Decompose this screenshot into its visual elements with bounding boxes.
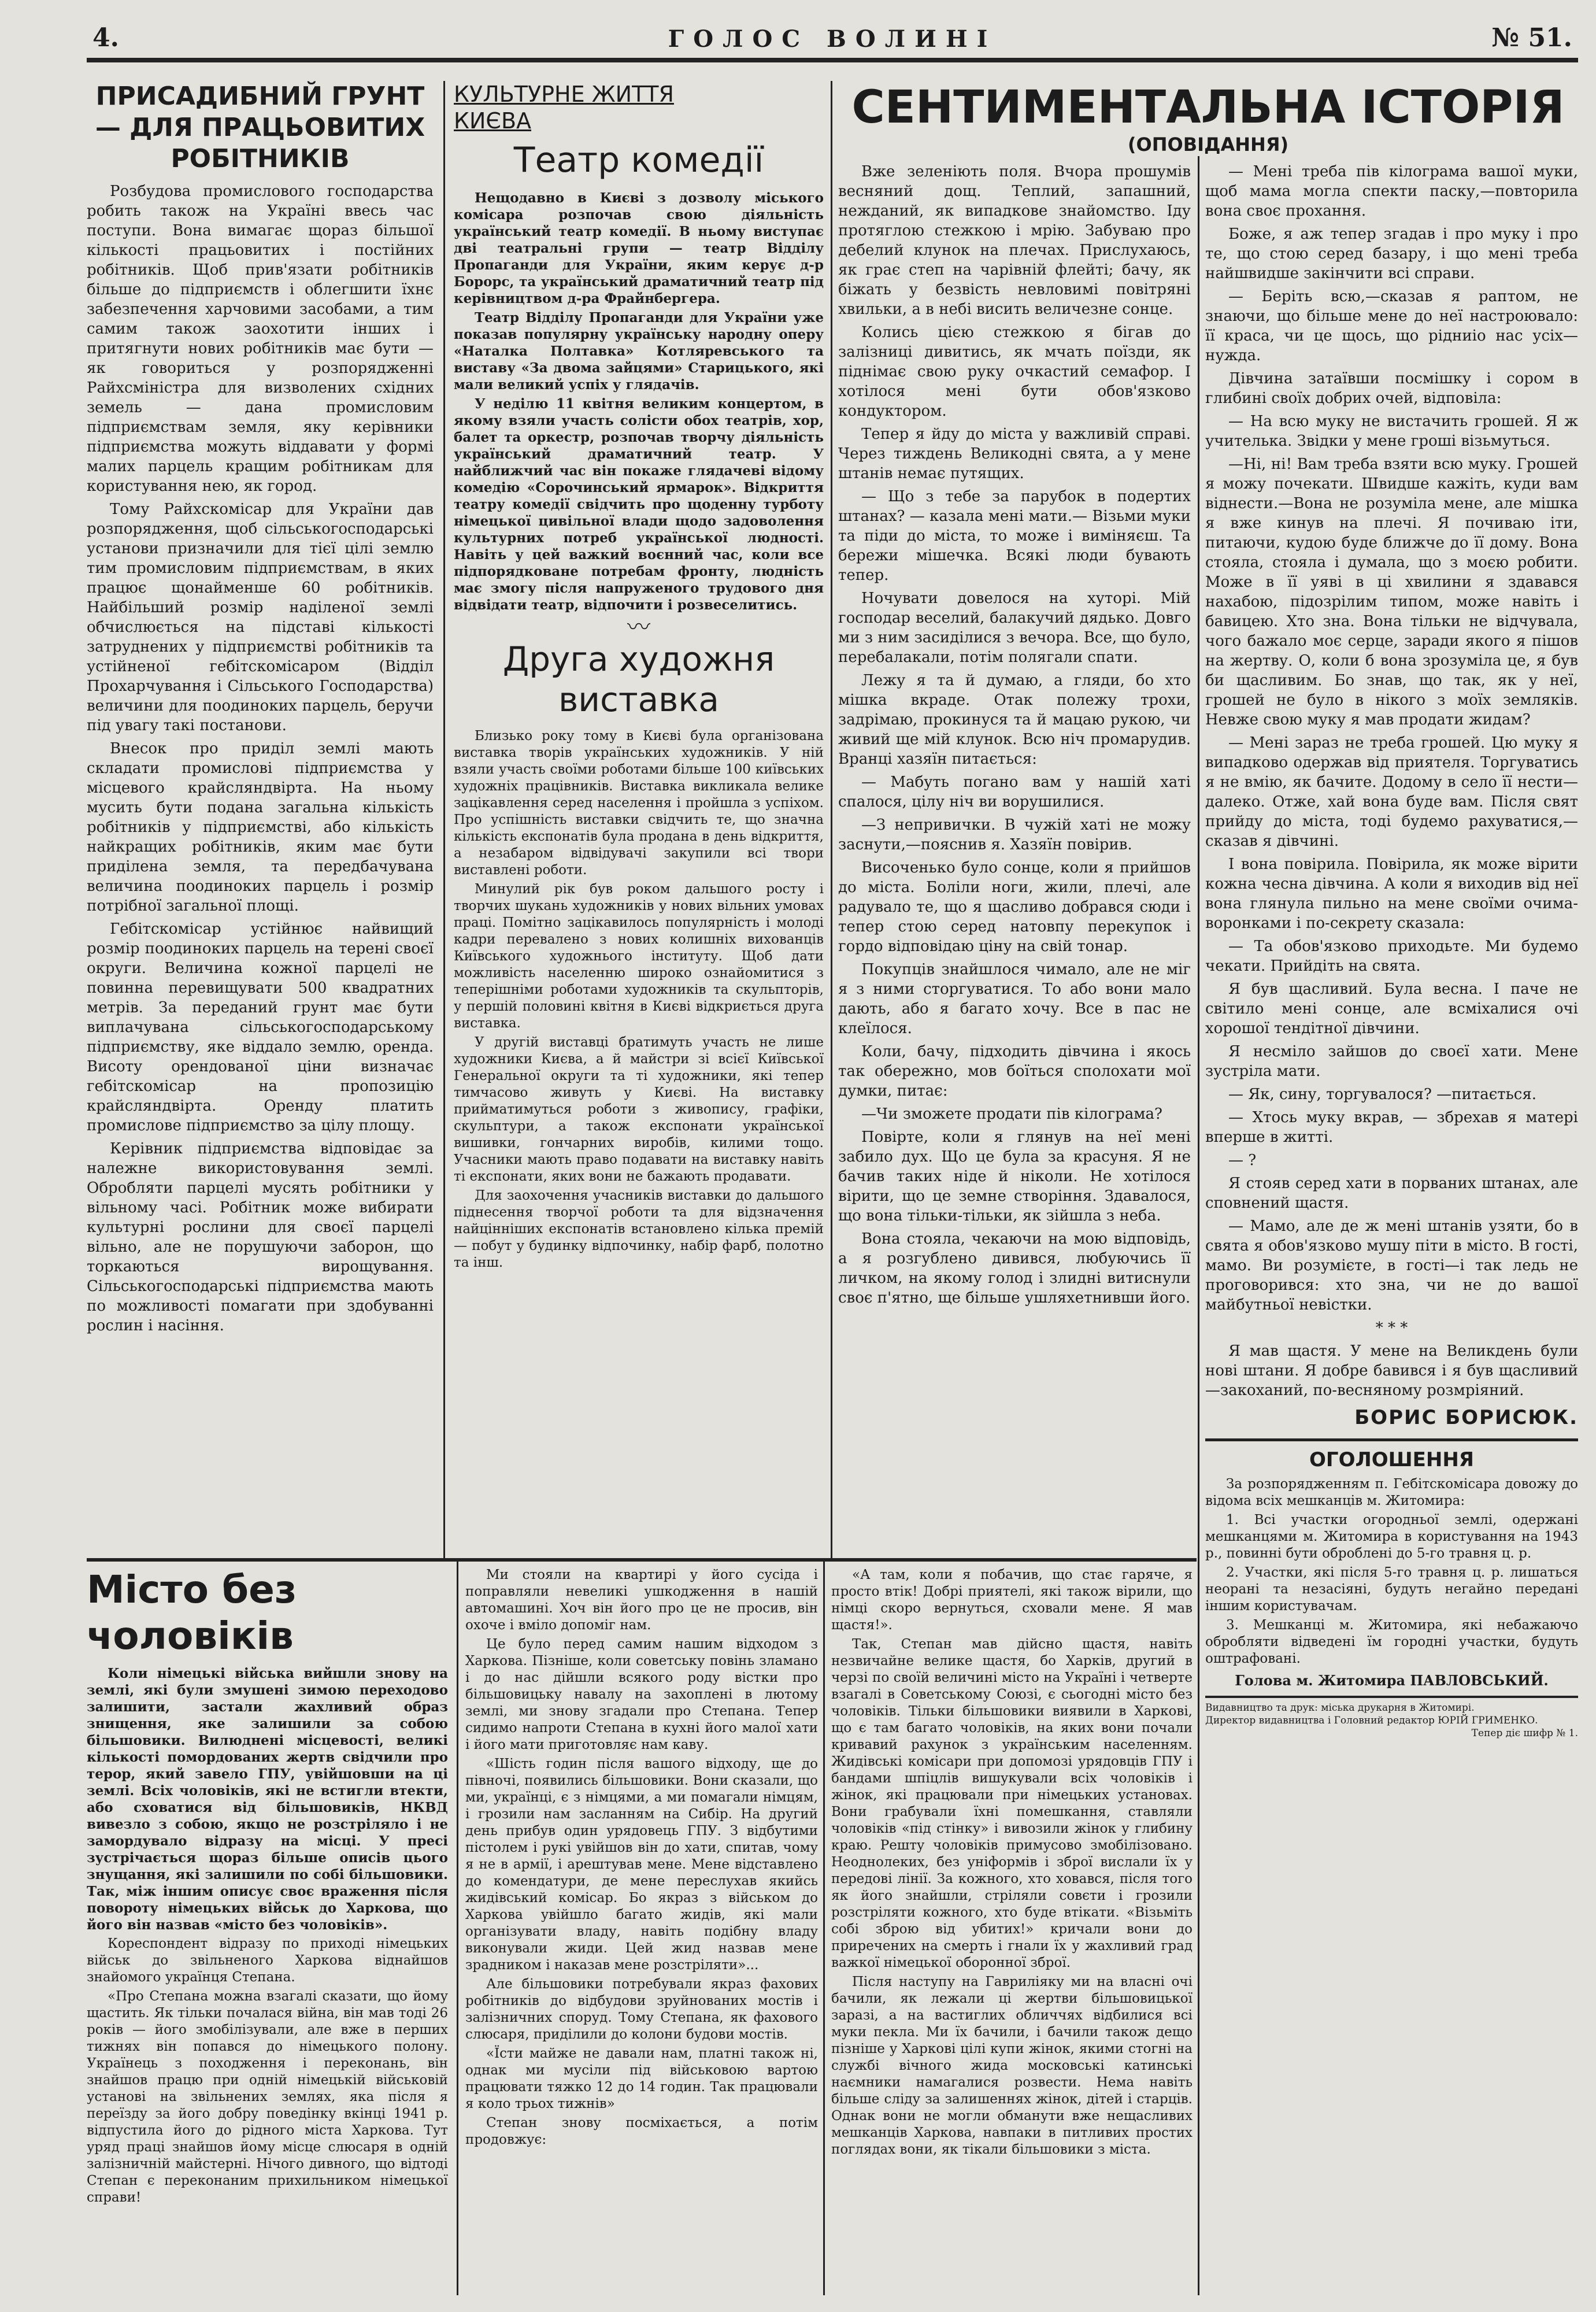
paragraph: «А там, коли я побачив, що стає гаряче, я просто втік! Добрі приятелі, які також вірили, що німці скоро вернуться, сховали мене. Я мав щастя!».	[831, 1567, 1193, 1633]
notice-title: ОГОЛОШЕННЯ	[1309, 1448, 1474, 1471]
paragraph: Вже зеленіють поля. Вчора прошумів весняний дощ. Теплий, запашний, нежданий, як випадкове знайомство. Іду протяглою стежкою і мрію. Забуваю про дебелий клунок на плечах. Прислухаюсь, як грає степ на чарівній флейті; бачу, як біжать у безвість невловимі повітряні хвильки, а в небі висить величезне сонце.	[838, 163, 1191, 318]
paragraph: Покупців знайшлося чимало, але не міг я з ними сторгуватися. То або вони мало дають, або я багато хочу. Все в пас не клеїлося.	[838, 961, 1191, 1037]
masthead-rule	[87, 58, 1578, 62]
paragraph: Близько року тому в Києві була організована виставка творів українських художників. У ній взяли участь своїми роботами більше 100 київських художніх працівників. Виставка викликала велике зацікавлення серед населення і пройшла з успіхом. Про успішність виставки свідчить те, що значна кількість експонатів була продана в день відкриття, а незабаром відвідувачі закупили всі твори виставлені роботи.	[454, 728, 824, 878]
column-rule-4	[457, 1561, 458, 2295]
paragraph: «Про Степана можна взагалі сказати, що йому щастить. Як тільки почалася війна, він мав тоді 26 років — його змобілізували, але вже в перших тижнях він попався до німецького полону. Українець з походження і переконань, він знайшов працю при одній німецькій військовій установі на звільнених землях, яка після я переїзду за його добру поведінку вкінці 1941 р. відпустила його до рідного міста Харкова. Тут уряд праці знайшов йому місце слюсаря в одній залізничній майстерні. Нічого дивного, що відтоді Степан є переконаним прихильником німецької справи!	[87, 1989, 448, 2205]
notice-intro: За розпорядженням п. Гебітскомісара довожу до відома всіх мешканців м. Житомира:	[1205, 1477, 1578, 1508]
paragraph: — Мені зараз не треба грошей. Цю муку я випадково одержав від приятеля. Торгуватись я не вмію, як бачите. Додому в село її нести—далеко. Отже, хай вона буде вам. Після свят прийду до міста, тоді будемо рахуватися,—сказав я дівчині.	[1205, 734, 1578, 850]
exhibit-title-line1: Друга художня	[502, 639, 775, 679]
paragraph: Після наступу на Гавриліяку ми на власні очі бачили, як лежали ці жертви більшовицької заразі, а на вастиглих обличчях відбилися всі муки пекла. Ми їх бачили, і бачили також дещо пізніше у Харкові цілі купи жінок, якими стогні на службі вічного жида московські катинські наємники намагалися розвести. Нема навіть більше сліду за залишеннях жінок, дітей і старців. Однак вони не могли обманути вже нещасливих мешканців Харкова, навпаки в питливих простих поглядах вони, як тікали більшовики з міста.	[831, 1974, 1193, 2157]
paragraph: І вона повірила. Повірила, як може вірити кожна чесна дівчина. А коли я виходив від неї вона глянула пильно на мене своїми очима-воронками і по-секрету сказала:	[1205, 856, 1578, 932]
paragraph: Коли німецькі війська вийшли знову на землі, які були змушені зимою переходово залишити, застали жахливий образ знищення, яке залишили за собою більшовики. Вилюднені місцевості, великі кількості помордованих жертв свідчили про терор, який завело ГПУ, увійшовши на ці землі. Всіх чоловіків, які не встигли втекти, або сховатися від більшовиків, НКВД вивезло з собою, якщо не розстріляло і не замордувало відразу на місці. У пресі зустрічається щораз більше описів цього знущання, які залишили по собі більшовики. Так, між іншим описує своє враження після повороту німецьких військ до Харкова, що його він назвав «місто без чоловіків».	[87, 1666, 448, 1933]
paragraph: Я стояв серед хати в порваних штанах, але сповнений щастя.	[1205, 1175, 1578, 1212]
story-title: СЕНТИМЕНТАЛЬНА ІСТОРІЯ	[851, 82, 1565, 134]
paragraph: «Шість годин після вашого відходу, ще до півночі, появились більшовики. Вони сказали, що ми, українці, є з німцями, а ми помагали німцям, і грозили нам засланням на Сибір. На другий день прибув один урядовець ГПУ. З відбутими пістолем і рукі увійшов він до хати, спитав, чому я не в армії, і арештував мене. Мене відставлено до комендатури, де мене переслухав якийсь жидівський комісар. Бо якраз з військом до Харкова увійшло багато жидів, які мали організувати владу, навіть подібну владу виконували жиди. Цей жид назвав мене зрадником і наказав мене розстріляти»...	[465, 1756, 818, 1973]
paragraph: Ночувати довелося на хуторі. Мій господар веселий, балакучий дядько. Довго ми з ним засиділися з вечора. Все, що було, перебалакали, потім полягали спати.	[838, 590, 1191, 666]
imprint-rule	[1205, 1696, 1578, 1698]
notice-signature: Голова м. Житомира ПАВЛОВСЬКИЙ.	[1235, 1672, 1549, 1689]
imprint-line: Директор видавництва і Головний редактор ЮРІЙ ГРИМЕНКО.	[1205, 1715, 1538, 1726]
paragraph: «Їсти майже не давали нам, платні також ні, однак ми мусіли під військовою вартою працювати тяжко 12 до 14 годин. Так працювали я коло трьох тижнів»	[465, 2046, 818, 2111]
section-rule-upper	[87, 1558, 1197, 1562]
paragraph: — Що з тебе за парубок в подертих штанах? — казала мені мати.— Візьми муки та піди до міста, то може і виміняєш. Та бережи мішечка. Всякі люди бувають тепер.	[838, 488, 1191, 584]
column-rule-3	[1198, 156, 1199, 1561]
issue-number: № 51.	[1491, 23, 1572, 53]
article-city-without-men-b	[465, 1567, 818, 2295]
paragraph: Внесок про приділ землі мають складати промислові підприємства у місцевого крайсляндвірта. На ньому мусить бути подана загальна кількість робітників у підприємстві, або кількість найкращих робітників, яким має бути приділена земля, та передбачувана величина поодиноких парцель і розмір потрібної загальної площі.	[87, 740, 434, 915]
column-rule-1	[443, 81, 445, 1561]
paragraph: Театр Відділу Пропаганди для України уже показав популярну українську народну оперу «Наталка Полтавка» Котляревського та виставу «За двома зайцями» Старицького, які мали великий успіх у глядачів.	[454, 310, 824, 393]
paragraph: Дівчина затаївши посмішку і сором в глибині своїх добрих очей, відповіла:	[1205, 370, 1578, 407]
story-subtitle: (ОПОВІДАННЯ)	[1127, 134, 1289, 156]
column-rule-5	[823, 1561, 825, 2295]
theatre-title: Театр комедії	[513, 140, 764, 180]
paragraph: —Чи зможете продати пів кілограма?	[861, 1105, 1162, 1123]
paragraph: —З непривички. В чужій хаті не можу заснути,—пояснив я. Хазяїн повірив.	[838, 816, 1191, 853]
paragraph: —Ні, ні! Вам треба взяти всю муку. Грошей я можу почекати. Швидше кажіть, куди вам віднести.—Вона не розуміла мене, але мішка я вже кинув на плечі. Я почиваю іти, питаючи, кудою буде ближче до її дому. Вона стояла, стояла і думала, що з моєю робити. Може в її уяві в ці хвилини я здавався нахабою, підозрілим типом, може навіть і бавицею. Хто зна. Вона тільки не відчувала, чого бажало моє серце, заради якого я пішов на жертву. О, коли б вона зрозуміла це, я був би щасливим. Бо знав, що так, як у неї, грошей не було в нікого з моїх земляків. Невже свою муку я мав продати жидам?	[1205, 456, 1578, 728]
paragraph: — Хтось муку вкрав, — збрехав я матері вперше в житті.	[1205, 1109, 1578, 1146]
paragraph: Височенько було сонце, коли я прийшов до міста. Боліли ноги, жили, плечі, але радувало те, що я щасливо добрався сюди і тепер стою серед натовпу перекупок і гордо відповідаю ціну на свій тонар.	[838, 859, 1191, 955]
paragraph: Я несміло зайшов до своєї хати. Мене зустріла мати.	[1205, 1043, 1578, 1080]
paragraph: — На всю муку не вистачить грошей. Я ж учителька. Звідки у мене гроші візьмуться.	[1205, 413, 1578, 450]
notice-rule	[1205, 1438, 1578, 1441]
notice-item: 1. Всі участки огородньої землі, одержані мешканцями м. Житомира в користування на 1943 р., повинні бути оброблені до 5-го травня ц. р.	[1205, 1512, 1578, 1561]
paragraph: Я мав щастя. У мене на Великдень були нові штани. Я добре бавився і я був щасливий—закоханий, по-весняному розмріяний.	[1205, 1342, 1578, 1399]
paragraph: — Та обов'язково приходьте. Ми будемо чекати. Прийдіть на свята.	[1205, 938, 1578, 975]
paragraph: Повірте, коли я глянув на неї мені забило дух. Що це була за красуня. Я не бачив таких ніде й ніколи. Не хотілося вірити, що це земне створіння. Здавалося, що вона тільки-тільки, як зійшла з неба.	[838, 1129, 1191, 1225]
paragraph: Лежу я та й думаю, а гляди, бо хто мішка вкраде. Отак полежу трохи, задрімаю, прокинуся та й мацаю рукою, чи живий ще мій клунок. Всю ніч промарудив. Вранці хазяїн питається:	[838, 672, 1191, 768]
paragraph: — Як, сину, торгувалося? —питається.	[1228, 1086, 1537, 1103]
paragraph: Для заохочення учасників виставки до дальшого піднесення творчої роботи та для відзначення найцінніших експонатів встановлено кілька премій — побут у будинку відпочинку, набір фарб, полотно та інш.	[454, 1188, 824, 1270]
paragraph: Боже, я аж тепер згадав і про муку і про те, що стою серед базару, і що мені треба найшвидше закінчити всі справи.	[1205, 225, 1578, 282]
rubric-line-2: КИЄВА	[454, 108, 532, 134]
paragraph: Степан знову посміхається, а потім продовжує:	[465, 2115, 818, 2147]
paragraph: Ми стояли на квартирі у його сусіда і поправляли невеликі ушкодження в нашій автомашині. Хоч він його про це не просив, він охоче і вміло допоміг нам.	[465, 1567, 818, 1633]
paragraph: — Беріть всю,—сказав я раптом, не знаючи, що більше мене до неї настроювало: її краса, чи це щось, що рідниіо нас усіх—нужда.	[1205, 288, 1578, 364]
paragraph: Але більшовики потребували якраз фахових робітників до відбудови зруйнованих мостів і залізничних споруд. Тому Степана, як фахового слюсаря, приділили до колони будови мостів.	[465, 1977, 818, 2042]
paragraph: — Мамо, але де ж мені штанів узяти, бо в свята я обов'язково мушу піти в місто. В гості, мамо. Ви розумієте, в гості—і так ледь не проговорився: хто зна, чи не до вашої майбутньої невістки.	[1205, 1218, 1578, 1314]
ornament-divider: 〰	[627, 614, 650, 641]
notice-item: 3. Мешканці м. Житомира, які небажаючо обробляти відведені їм городні участки, будуть оштрафовані.	[1205, 1618, 1578, 1666]
paragraph: У неділю 11 квітня великим концертом, в якому взяли участь солісти обох театрів, хор, балет та оркестр, розпочав творчу діяльність український драматичний театр. У найближчий час він покаже глядачеві відому комедію «Сорочинський ярмарок». Відкриття театру комедії свідчить про щоденну турботу німецької цивільної влади щодо задоволення культурних потреб української людності. Навіть у цей важкий воєнний час, коли все підпорядковане потребам фронту, людність має змогу після напруженого трудового дня відвідати театр, відпочити і розвеселитись.	[454, 396, 824, 613]
article-homestead-land	[87, 81, 434, 1555]
paragraph: — Мені треба пів кілограма вашої муки, щоб мама могла спекти паску,—повторила вона своє прохання.	[1205, 163, 1578, 220]
story-header	[838, 81, 1578, 156]
paragraph: Я був щасливий. Була весна. І паче не світило мені сонце, але всміхалися очі хорошої тендітної дівчини.	[1205, 981, 1578, 1037]
culture-section	[454, 81, 824, 1555]
paper-name: ГОЛОС ВОЛИНІ	[668, 25, 997, 53]
paragraph: Тепер я йду до міста у важливій справі. Через тиждень Великодні свята, а у мене штанів немає путящих.	[838, 426, 1191, 482]
paragraph: Тому Райхскомісар для України дав розпорядження, щоб сільськогосподарські установи призначили для тієї цілі землю тим промисловим підприємствам, в яких працює щонайменше 60 робітників. Найбільший розмір наділеної землі обчислюється на підставі кількості затруднених у підприємстві робітників та устійненої гебітскомісаром (Відділ Прохарчування і Сільського Господарства) величини для поодиноких парцель, беручи під увагу такі постанови.	[87, 501, 434, 734]
page-number: 4.	[92, 23, 119, 53]
masthead	[92, 23, 1572, 58]
article-headline: ПРИСАДИБНИЙ ГРУНТ — ДЛЯ ПРАЦЬОВИТИХ РОБІТНИКІВ	[95, 82, 425, 173]
article-city-without-men-c	[831, 1567, 1193, 2295]
paragraph: Керівник підприємства відповідає за належне використовування землі. Обробляти парцелі мусять робітники у вільному часі. Робітник може вибирати культурні рослини для своєї парцелі вільно, але не порушуючи заборон, що торкаються вирощування. Сільськогосподарські підприємства мають по можливості помагати при здобуванні рослин і насіння.	[87, 1140, 434, 1334]
paragraph: У другій виставці братимуть участь не лише художники Києва, а й майстри зі всієї Київської Генеральної округи та ті художники, які тепер тимчасово живуть у Києві. На виставку прийматимуться роботи з живопису, графіки, скульптури, а також експонати української вишивки, гончарних виробів, килими тощо. Учасники мають право подавати на виставку навіть ті експонати, яких вони не бажають продавати.	[454, 1035, 824, 1184]
article-city-without-men-a	[87, 1567, 448, 2295]
paragraph: Кореспондент відразу по приході німецьких військ до звільненого Харкова віднайшов знайомого українця Степана.	[87, 1936, 448, 1985]
story-signature: БОРИС БОРИСЮК.	[1354, 1406, 1578, 1429]
imprint-line: Тепер діє шифр № 1.	[1471, 1727, 1578, 1739]
paragraph: Колись цією стежкою я бігав до залізниці дивитись, як мчать поїзди, як піднімає свою руку очкастий семафор. І хотілося мені бути обов'язково кондуктором.	[838, 324, 1191, 420]
paragraph: Розбудова промислового господарства робить також на Україні ввесь час поступи. Вона вимагає щораз більшої кількості працьовитих і постійних робітників. Щоб прив'язати робітників більше до підприємств і облегшити їхнє забезпечення харчовими засобами, а тим самим також заохотити інших і притягнути нових робітників має бути — як говориться у розпорядженні Райхсміністра для визволених східних земель — дана промисловим підприємствам земля, яку керівники підприємства можуть віддавати у формі малих парцель кращим робітникам для користування нею, як город.	[87, 183, 434, 495]
paragraph: Гебітскомісар устійнює найвищий розмір поодиноких парцель на терені своєї округи. Величина кожної парцелі не повинна перевищувати 500 квадратних метрів. За переданий грунт має бути виплачувана сільськогосподарському підприємству, яке віддало землю, оренда. Висоту орендованої ціни визначає гебітскомісар на пропозицію крайсляндвірта. Оренду платить промислове підприємство за цілу площу.	[87, 920, 434, 1134]
paragraph: Це було перед самим нашим відходом з Харкова. Пізніше, коли советську повінь зламано і до нас дійшли всякого роду вістки про більшовицьку навалу на захоплені в лютому землі, ми знову згадали про Степана. Тепер сидимо напроти Степана в кухні його малої хати і його мати приготовляє нам каву.	[465, 1637, 818, 1752]
imprint-line: Видавництво та друк: міська друкарня в Житомирі.	[1205, 1702, 1475, 1714]
story-column-a	[838, 162, 1191, 1555]
paragraph: Коли, бачу, підходить дівчина і якось так обережно, мов боїться сполохати мої думки, питає:	[838, 1043, 1191, 1100]
column-rule-6	[1198, 1561, 1199, 2295]
notice-item: 2. Участки, які після 5-го травня ц. р. лишаться неорані та незасіяні, будуть негайно передані іншим користувачам.	[1205, 1565, 1578, 1614]
rubric-line-1: КУЛЬТУРНЕ ЖИТТЯ	[454, 82, 674, 107]
paragraph: Минулий рік був роком дальшого росту і творчих шукань художників у нових вільних умовах праці. Помітно зацікавилось популярність і молоді кадри перевалено з нових колишніх вихованців Київського художнього інституту. Щоб дати можливість населенню широко ознайомитися з теперішніми роботами художників та скульпторів, у першій половині квітня в Києві відкриється друга виставка.	[454, 882, 824, 1031]
paragraph: — Мабуть погано вам у нашій хаті спалося, цілу ніч ви ворушилися.	[838, 774, 1191, 811]
article-headline: Місто без чоловіків	[87, 1567, 297, 1658]
paragraph: Так, Степан мав дійсно щастя, навіть незвичайне велике щастя, бо Харків, другий в черзі по своїй величині місто на Україні і четверте взагалі в Советському Союзі, є сьогодні місто без чоловіків. Тільки більшовики виявили в Харкові, що є там багато чоловіків, на яких вони почали кривавий рахунок з українським населенням. Жидівські комісари при допомозі урядовців ГПУ і бандами шпіцлів вишукували всіх чоловіків і жінок, які працювали при німецьких установах. Вони грабували їхні помешкання, ставляли чоловіків «під стінку» і вивозили жінок у глибину краю. Решту чоловіків примусово змобілізовано. Неоднолеких, без уніформів і зброї вислали їх у передові лінії. За кожного, хто ховався, після того як його знайшли, стріляли совєти і грозили розстріляти кожного, хто буде втікати. «Візьміть собі зброю від убитих!» кричали вони до приречених на смерть і гнали їх у жахливий град важкої німецької оборонної зброї.	[831, 1637, 1193, 1970]
paragraph: Нещодавно в Києві з дозволу міського комісара розпочав свою діяльність український театр комедії. В ньому виступає дві театральні групи — театр Відділу Пропаганди для України, яким керує д-р Борорс, та український драматичний театр під керівництвом д-ра Фрайнбергера.	[454, 190, 824, 306]
asterisks: * * *	[1375, 1319, 1408, 1337]
story-column-b	[1205, 162, 1578, 2295]
exhibit-title-line2: виставка	[558, 680, 719, 719]
column-rule-2	[831, 81, 832, 1561]
paragraph: — ?	[1228, 1152, 1257, 1169]
paragraph: Вона стояла, чекаючи на мою відповідь, а я розгублено дивився, любуючись її личком, на якому голод і злидні витиснули своє п'ятно, ще більше ушляхетнивши його.	[838, 1230, 1191, 1307]
